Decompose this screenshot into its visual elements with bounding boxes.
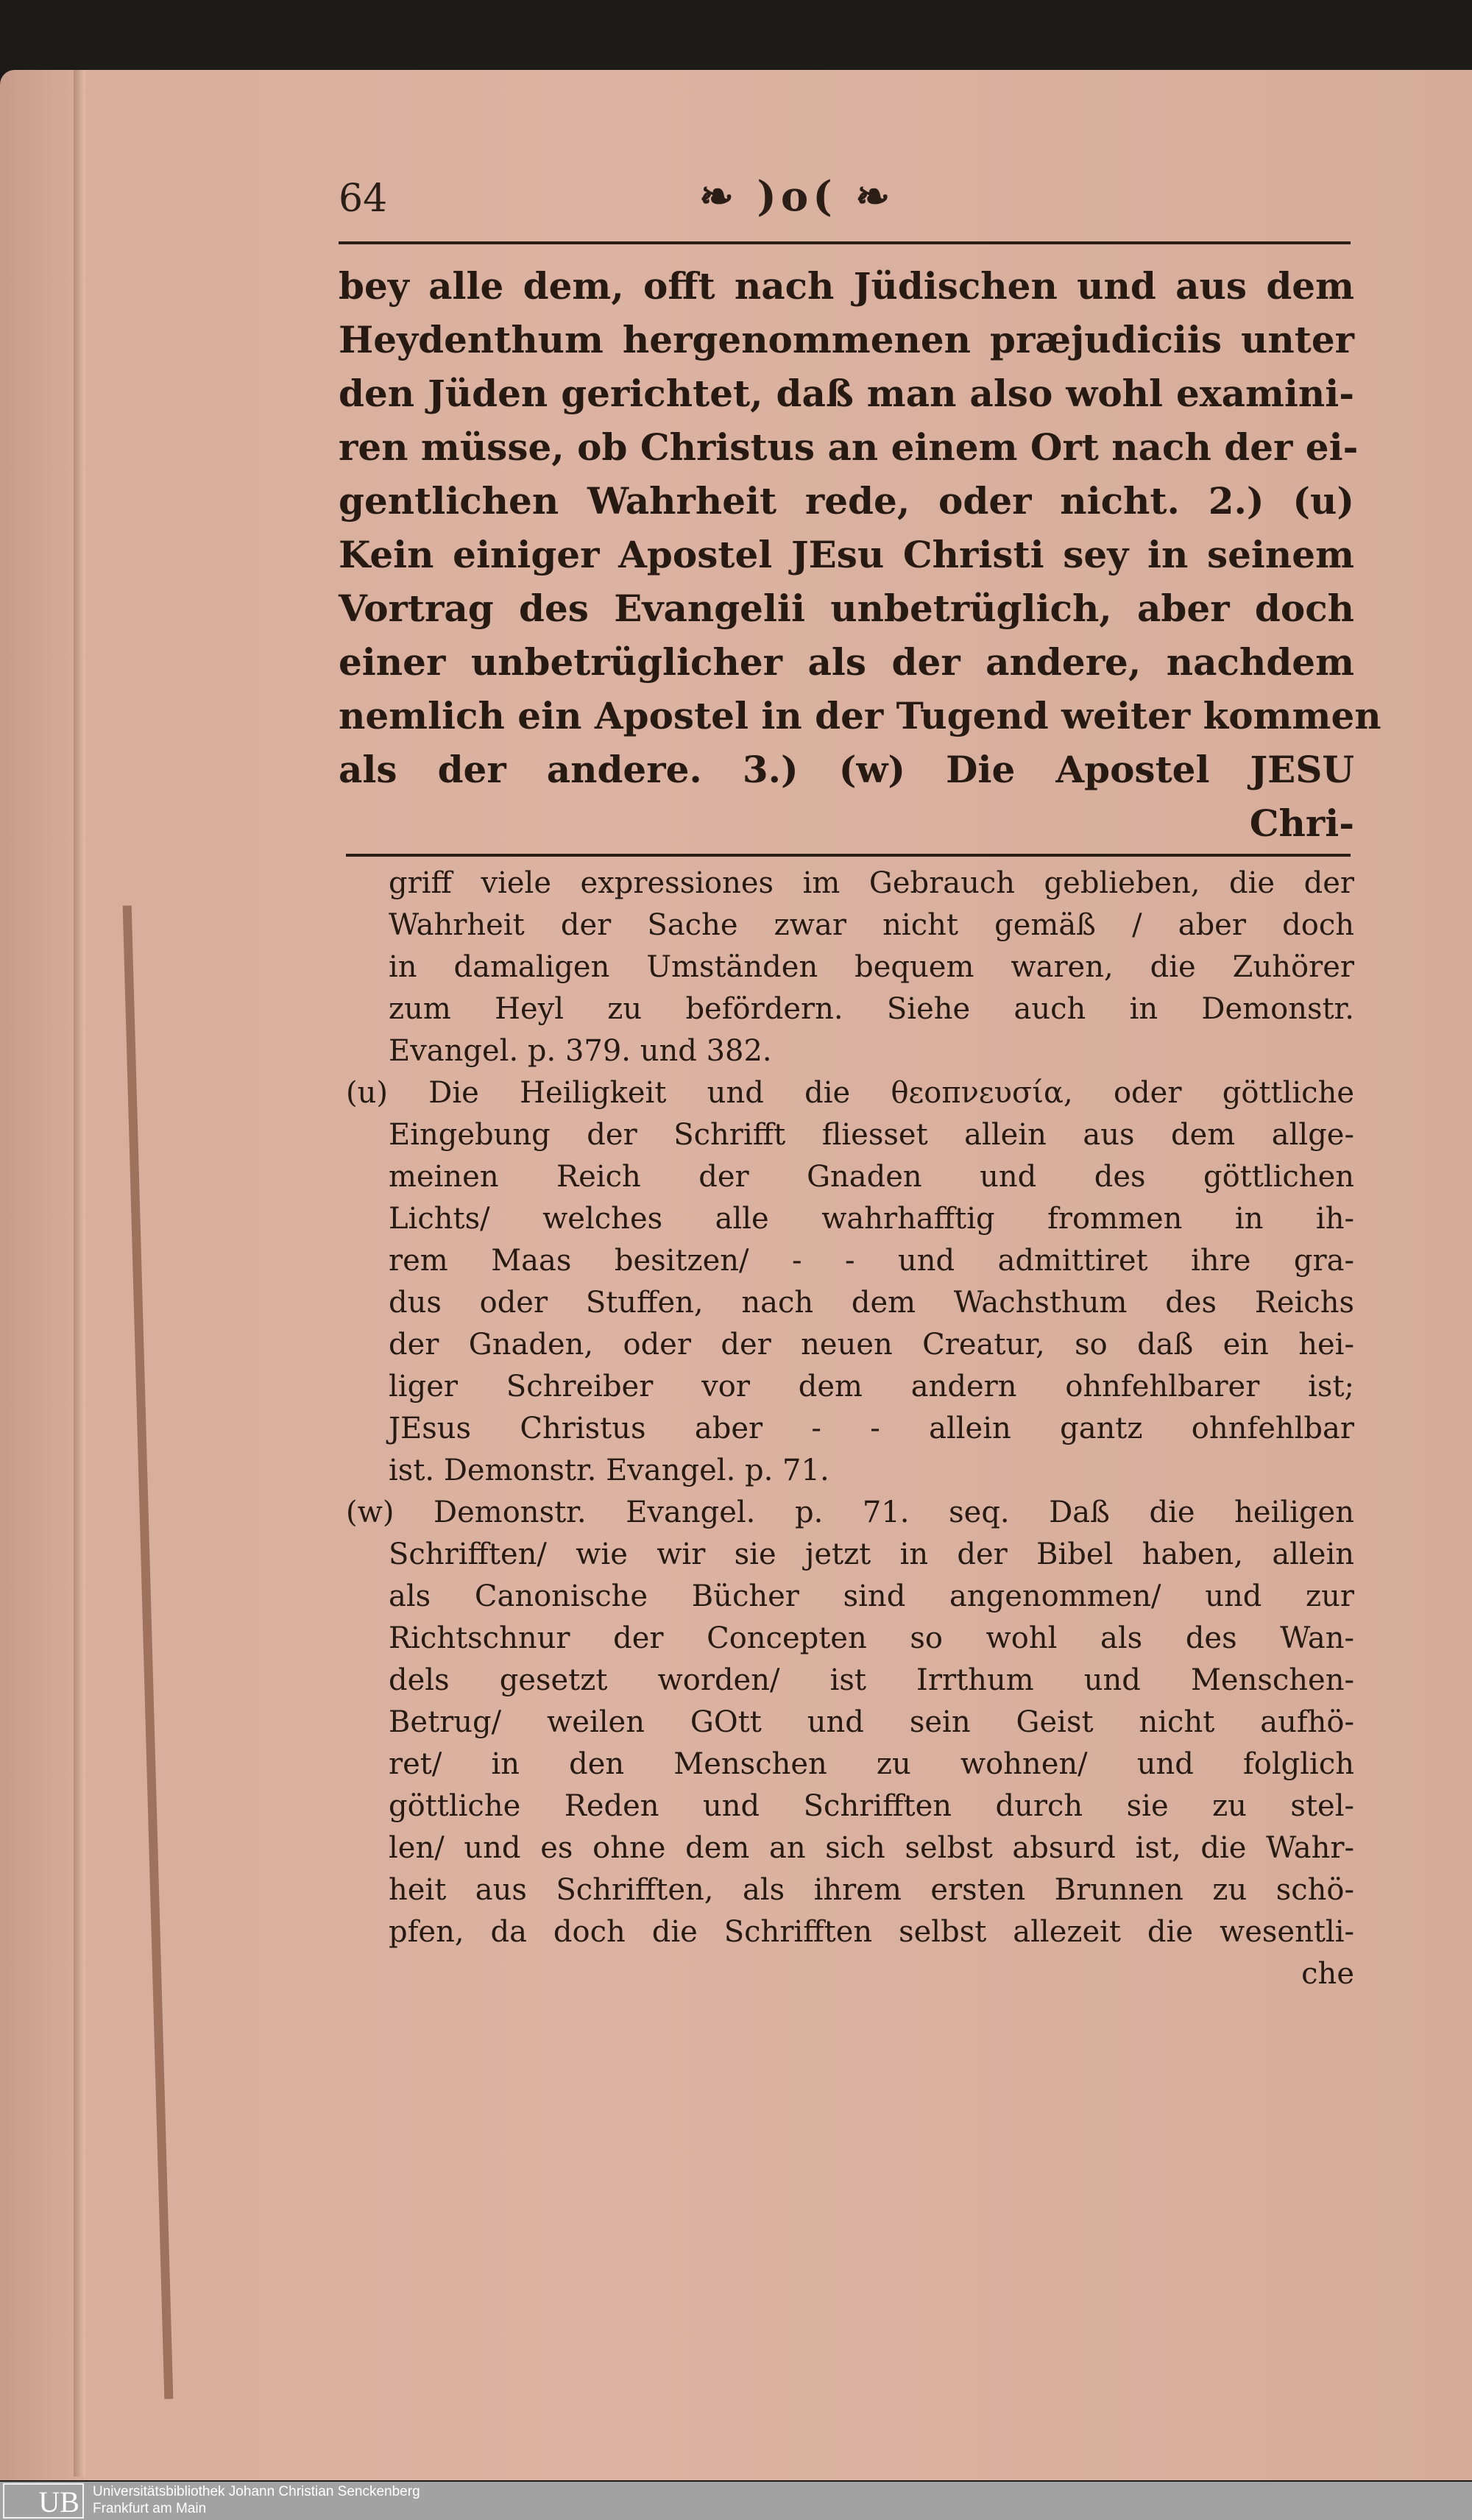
footnote-u-line: JEsus Christus aber - - allein gantz ohnfehlbar bbox=[389, 1412, 1354, 1445]
text-line: nemlich ein Apostel in der Tugend weiter kommen bbox=[339, 694, 1381, 737]
footnote-catchword: che bbox=[1301, 1957, 1354, 1991]
library-logo: UB bbox=[3, 2483, 84, 2519]
text-line: Kein einiger Apostel JEsu Christi sey in seinem bbox=[339, 533, 1354, 576]
footnote-u-line: der Gnaden, oder der neuen Creatur, so daß ein hei- bbox=[389, 1328, 1354, 1362]
footnote-w-line: göttliche Reden und Schrifften durch sie zu stel- bbox=[389, 1789, 1354, 1823]
footnote-w-line: ret/ in den Menschen zu wohnen/ und folglich bbox=[389, 1747, 1354, 1781]
catchword: Chri- bbox=[1249, 801, 1354, 845]
header-rule bbox=[339, 241, 1351, 244]
page-fold-edge bbox=[74, 70, 85, 2477]
footnote-w-line: len/ und es ohne dem an sich selbst absurd ist, die Wahr- bbox=[389, 1831, 1354, 1865]
footnote-line: in damaligen Umständen bequem waren, die Zuhörer bbox=[389, 950, 1354, 984]
footnote-w-line: als Canonische Bücher sind angenommen/ und zur bbox=[389, 1579, 1354, 1613]
main-text bbox=[339, 259, 1381, 850]
footnote-w-line: Richtschnur der Concepten so wohl als des Wan- bbox=[389, 1621, 1354, 1655]
library-footer bbox=[0, 2482, 1472, 2520]
footnote-line: zum Heyl zu befördern. Siehe auch in Demonstr. bbox=[389, 992, 1354, 1026]
footnote-u-line: liger Schreiber vor dem andern ohnfehlbarer ist; bbox=[389, 1370, 1354, 1404]
footnote-w-line: Betrug/ weilen GOtt und sein Geist nicht aufhö- bbox=[389, 1705, 1354, 1739]
text-line: ren müsse, ob Christus an einem Ort nach der ei- bbox=[339, 425, 1359, 469]
text-line: Vortrag des Evangelii unbetrüglich, aber doch bbox=[339, 587, 1354, 630]
library-info bbox=[93, 2483, 420, 2517]
footnote-w-line: pfen, da doch die Schrifften selbst allezeit die wesentli- bbox=[389, 1915, 1354, 1949]
page-header bbox=[339, 172, 1354, 236]
text-line: als der andere. 3.) (w) Die Apostel JESU bbox=[339, 748, 1354, 791]
text-line: einer unbetrüglicher als der andere, nachdem bbox=[339, 640, 1354, 684]
footnote-w-line: heit aus Schrifften, als ihrem ersten Brunnen zu schö- bbox=[389, 1873, 1354, 1907]
footnote-u-line: Eingebung der Schrifft fliesset allein aus dem allge- bbox=[389, 1118, 1354, 1152]
footnote-line: Wahrheit der Sache zwar nicht gemäß / aber doch bbox=[389, 908, 1354, 942]
text-line: den Jüden gerichtet, daß man also wohl examini- bbox=[339, 372, 1354, 415]
footnote-line: griff viele expressiones im Gebrauch geblieben, die der bbox=[389, 866, 1354, 900]
footnote-u-line: meinen Reich der Gnaden und des göttlichen bbox=[389, 1160, 1354, 1194]
footnote-w-line: (w) Demonstr. Evangel. p. 71. seq. Daß die heiligen bbox=[346, 1496, 1354, 1529]
footnote-rule bbox=[346, 854, 1351, 857]
footnotes bbox=[346, 863, 1354, 1995]
footnote-u-line: dus oder Stuffen, nach dem Wachsthum des Reichs bbox=[389, 1286, 1354, 1320]
text-line: Heydenthum hergenommenen præjudiciis unter bbox=[339, 318, 1354, 361]
header-ornament: ❧ )o( ❧ bbox=[699, 172, 895, 221]
footnote-line: Evangel. p. 379. und 382. bbox=[389, 1034, 772, 1068]
footnote-u-line: (u) Die Heiligkeit und die θεοπνευσία, oder göttliche bbox=[346, 1076, 1354, 1110]
footnote-u-line: ist. Demonstr. Evangel. p. 71. bbox=[389, 1454, 829, 1487]
library-name: Universitätsbibliothek Johann Christian Senckenberg bbox=[93, 2484, 420, 2499]
footnote-u-line: Lichts/ welches alle wahrhafftig frommen in ih- bbox=[389, 1202, 1354, 1236]
footnote-w-line: dels gesetzt worden/ ist Irrthum und Menschen- bbox=[389, 1663, 1354, 1697]
footnote-w-line: Schrifften/ wie wir sie jetzt in der Bibel haben, allein bbox=[389, 1537, 1354, 1571]
page-number: 64 bbox=[339, 177, 388, 221]
footnote-u-line: rem Maas besitzen/ - - und admittiret ihre gra- bbox=[389, 1244, 1354, 1278]
text-line: gentlichen Wahrheit rede, oder nicht. 2.) (u) bbox=[339, 479, 1354, 523]
text-line: bey alle dem, offt nach Jüdischen und aus dem bbox=[339, 264, 1354, 308]
library-city: Frankfurt am Main bbox=[93, 2501, 207, 2516]
